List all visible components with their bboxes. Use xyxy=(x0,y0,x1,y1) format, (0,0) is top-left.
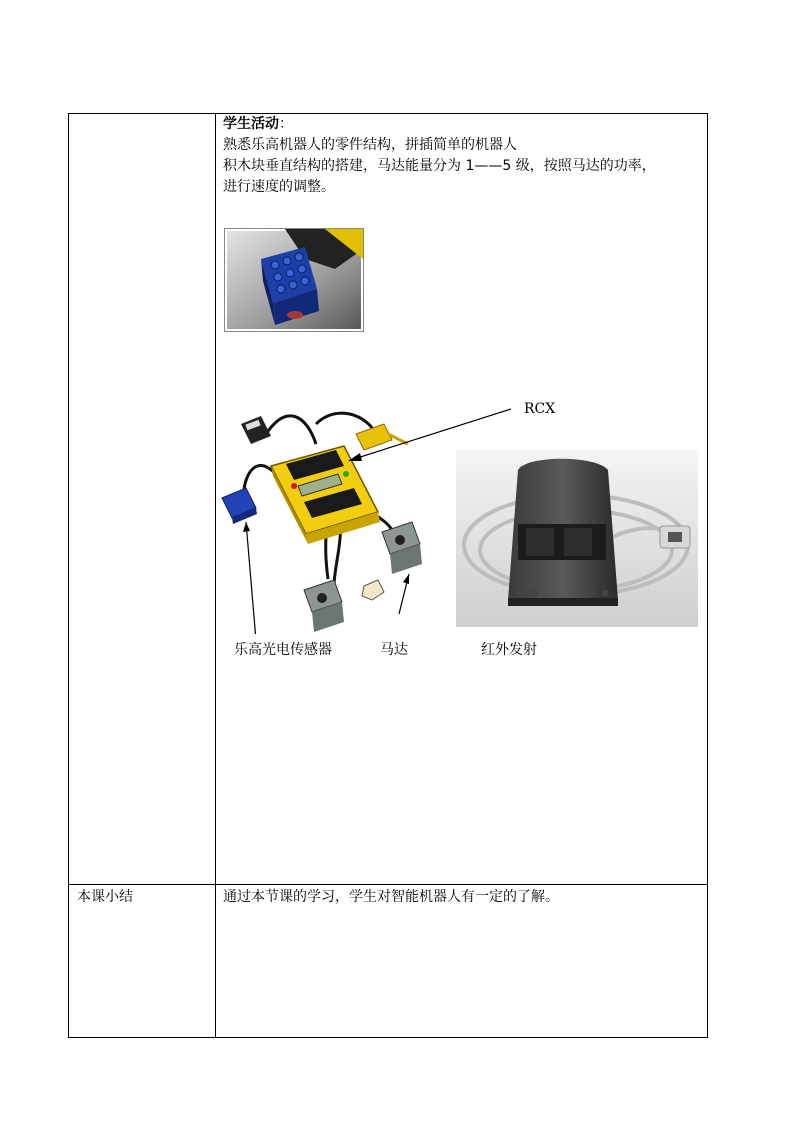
caption-motor: 马达 xyxy=(380,642,408,658)
infrared-tower-photo xyxy=(456,450,698,627)
rcx-label: RCX xyxy=(524,401,556,417)
summary-row xyxy=(69,885,708,1038)
activity-content-cell xyxy=(216,114,708,885)
activity-label-cell xyxy=(69,114,216,885)
activity-row xyxy=(69,114,708,885)
activity-text xyxy=(223,114,703,198)
summary-text: 通过本节课的学习，学生对智能机器人有一定的了解。 xyxy=(223,889,559,905)
activity-line-3: 进行速度的调整。 xyxy=(223,179,335,195)
activity-line-1: 熟悉乐高机器人的零件结构，拼插简单的机器人 xyxy=(223,137,517,153)
caption-light-sensor: 乐高光电传感器 xyxy=(234,642,332,658)
lesson-table xyxy=(68,113,708,1038)
activity-line-2: 积木块垂直结构的搭建，马达能量分为 1——5 级，按照马达的功率， xyxy=(223,158,656,174)
caption-infrared: 红外发射 xyxy=(481,642,537,658)
lego-brick-photo xyxy=(224,228,364,332)
summary-label-cell xyxy=(69,885,216,1038)
summary-content-cell xyxy=(216,885,708,1038)
summary-label: 本课小结 xyxy=(77,889,133,905)
activity-heading: 学生活动： xyxy=(223,116,293,132)
